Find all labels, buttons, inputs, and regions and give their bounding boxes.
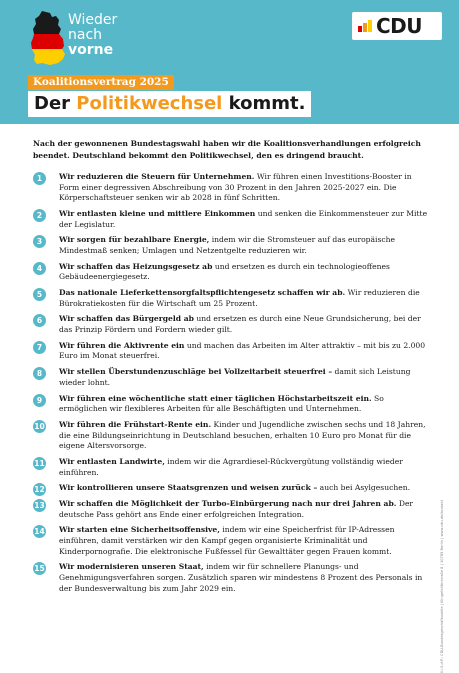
intro-paragraph: Nach der gewonnenen Bundestagswahl haben wir die Koalitionsverhandlungen erfolgreich beendet. Deutschland bekommt den Politikwechsel, den es dringend braucht. [33, 139, 421, 160]
list-item [33, 420, 428, 452]
list-item [33, 341, 428, 362]
item-text: indem wir für schnellere Planungs- und Genehmigungsverfahren sorgen. Zusätzlich sparen wir mindestens 8 Prozent des Personals in der Bundesverwaltung bis zum Jahr 2029 ein. [59, 562, 423, 593]
wieder-nach-vorne-logo [28, 10, 158, 70]
item-text: und senken die Einkommensteuer zur Mitte der Legislatur. [59, 208, 428, 229]
headline-highlight: Politikwechsel [76, 93, 223, 114]
list-item [33, 483, 428, 494]
item-text: und ersetzen es durch ein technologieoffenes Gebäudeenergiegesetz. [59, 261, 390, 282]
item-text: Wir reduzieren die Bürokratiekosten für die Wirtschaft um 25 Prozent. [59, 288, 420, 308]
item-text: damit sich Leistung wieder lohnt. [59, 367, 411, 387]
list-item [33, 499, 428, 520]
list-item [33, 314, 428, 335]
item-text: indem wir die Stromsteuer auf das europäische Mindestmaß senken; Umlagen und Netzentgelte reduzieren wir. [59, 235, 395, 255]
item-number-badge: 3 [33, 235, 46, 248]
item-number-badge: 4 [33, 262, 46, 275]
list-item [33, 262, 428, 283]
list-item [33, 562, 428, 594]
item-bold-text: Wir starten eine Sicherheitsoffensive, [59, 525, 220, 535]
item-bold-text: Wir stellen Überstundenzuschläge bei Vollzeitarbeit steuerfrei – [59, 367, 333, 377]
list-item [33, 394, 428, 415]
item-text: So ermöglichen wir flexibleres Arbeiten für alle Beschäftigten und Unternehmen. [59, 393, 384, 414]
campaign-slogan [68, 13, 117, 58]
item-bold-text: Wir entlasten Landwirte, [59, 456, 165, 466]
document-tag: Koalitionsvertrag 2025 [28, 75, 174, 90]
slogan-line3: vorne [68, 42, 114, 58]
policy-list [33, 172, 428, 599]
item-number-badge: 6 [33, 314, 46, 327]
item-text: Wir führen einen Investitions-Booster in Form einer degressiven Abschreibung von 30 Prozent in den Jahren 2025-2027 ein. Die Körperschaftsteuer senken wir ab 2028 in fünf Schritten. [59, 172, 412, 203]
item-number-badge: 9 [33, 394, 46, 407]
item-bold-text: Das nationale Lieferkettensorgfaltspflichtengesetz schaffen wir ab. [59, 288, 346, 298]
list-item [33, 525, 428, 557]
item-text: indem wir eine Speicherfrist für IP-Adressen einführen, damit verstärken wir den Kampf gegen organisierte Kriminalität und Kinderpornografie. Die elektronische Fußfessel für Gewalttäter gegen Frauen kommt. [59, 525, 395, 556]
item-bold-text: Wir schaffen die Möglichkeit der Turbo-Einbürgerung nach nur drei Jahren ab. [59, 499, 397, 509]
cdu-bars-icon [358, 20, 376, 32]
list-item [33, 235, 428, 256]
slogan-line2: nach [68, 27, 103, 43]
page-headline [28, 91, 311, 117]
header-banner [0, 0, 459, 124]
list-item [33, 457, 428, 478]
cdu-logo [352, 12, 442, 40]
list-item [33, 288, 428, 309]
item-text: indem wir die Agrardiesel-Rückvergütung vollständig wieder einführen. [59, 456, 403, 477]
list-item [33, 172, 428, 204]
item-text: auch bei Asylgesuchen. [317, 483, 411, 493]
item-number-badge: 1 [33, 172, 46, 185]
item-number-badge: 5 [33, 288, 46, 301]
item-text: Kinder und Jugendliche zwischen sechs und 18 Jahren, die eine Bildungseinrichtung in Deutschland besuchen, erhalten 10 Euro pro Monat für die eigene Altersvorsorge. [59, 419, 426, 451]
item-bold-text: Wir führen die Frühstart-Rente ein. [59, 419, 212, 429]
headline-pre: Der [34, 93, 77, 114]
item-bold-text: Wir führen die Aktivrente ein [59, 340, 185, 350]
item-number-badge: 12 [34, 485, 45, 495]
item-bold-text: Wir führen eine wöchentliche statt einer täglichen Höchstarbeitszeit ein. [59, 393, 372, 403]
list-item [33, 209, 428, 230]
item-number-badge: 14 [34, 527, 45, 537]
item-number-badge: 7 [33, 341, 46, 354]
item-bold-text: Wir schaffen das Bürgergeld ab [59, 314, 194, 324]
item-text: Der deutsche Pass gehört ans Ende einer erfolgreichen Integration. [59, 499, 414, 519]
legal-imprint: V.i.S.d.P.: CDU-Bundesgeschäftsstelle | Klingelhöferstraße 8 | 10785 Berlin | www.cdu.de/kontakt [440, 500, 444, 673]
item-number-badge: 11 [34, 458, 45, 468]
item-number-badge: 10 [34, 421, 45, 431]
item-bold-text: Wir entlasten kleine und mittlere Einkommen [59, 208, 256, 218]
item-number-badge: 15 [34, 564, 45, 574]
item-number-badge: 8 [33, 367, 46, 380]
item-bold-text: Wir modernisieren unseren Staat, [59, 562, 204, 572]
item-bold-text: Wir sorgen für bezahlbare Energie, [59, 235, 210, 245]
list-item [33, 367, 428, 388]
item-text: und ersetzen es durch eine Neue Grundsicherung, bei der das Prinzip Fördern und Fordern wieder gilt. [59, 314, 421, 335]
item-text: und machen das Arbeiten im Alter attraktiv – mit bis zu 2.000 Euro im Monat steuerfrei. [59, 340, 426, 361]
headline-post: kommt. [222, 93, 306, 114]
party-name: CDU [376, 14, 423, 38]
item-bold-text: Wir reduzieren die Steuern für Unternehmen. [59, 172, 255, 181]
item-number-badge: 13 [34, 501, 45, 511]
item-number-badge: 2 [33, 209, 46, 222]
item-bold-text: Wir kontrollieren unsere Staatsgrenzen und weisen zurück – [59, 483, 318, 493]
item-bold-text: Wir schaffen das Heizungsgesetz ab [59, 261, 213, 271]
germany-map-icon [28, 10, 68, 66]
slogan-line1: Wieder [68, 12, 118, 28]
